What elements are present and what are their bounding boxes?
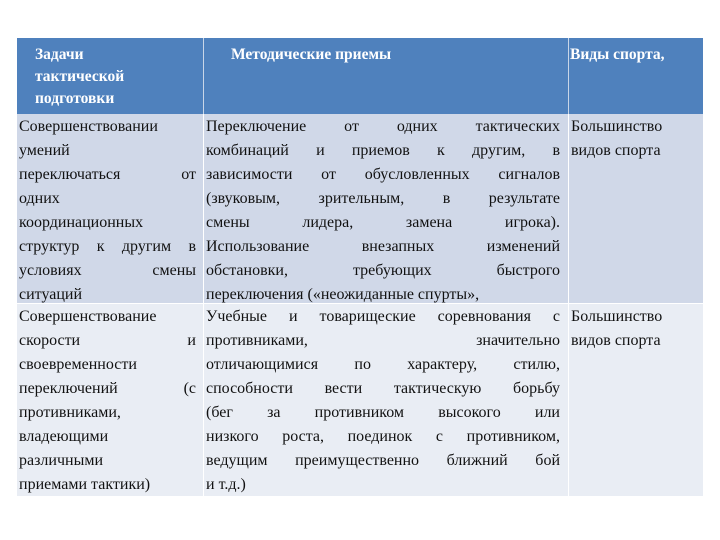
task-line: условиях смены [19,262,196,279]
sports-cell [571,304,701,496]
task-line: Совершенствование [19,308,157,325]
task-line: приемами тактики) [19,476,151,493]
table-row [17,304,703,496]
table-header [17,38,703,114]
column-divider [568,304,569,496]
methods-line: комбинаций и приемов к другим, в [206,142,560,159]
sports-line: видов спорта [571,142,661,159]
header-tasks-line: подготовки [35,90,115,107]
methods-line: зависимости от обусловленных сигналов [206,166,560,183]
methods-table [17,38,703,496]
table-row [17,114,703,304]
task-line: координационных [19,214,144,231]
task-line: своевременности [19,356,137,373]
header-tasks-line: тактической [35,68,125,85]
methods-line: низкого роста, поединок с противником, [206,428,560,445]
methods-line: (звуковым, зрительным, в результате [206,190,560,207]
sports-line: Большинство [571,308,663,325]
methods-line: противниками, значительно [206,332,560,349]
methods-line: Переключение от одних тактических [206,118,560,135]
methods-line: способности вести тактическую борьбу [206,380,560,397]
task-line: одних [19,190,60,207]
task-cell [19,114,196,304]
methods-line: и т.д.) [206,476,246,493]
task-line: переключений (с [19,380,196,397]
header-divider [568,38,569,114]
task-line: противниками, [19,404,121,421]
methods-line: обстановки, требующих быстрого [206,262,560,279]
task-line: владеющими [19,428,109,445]
task-line: различными [19,452,104,469]
column-divider [568,114,569,304]
task-line: переключаться от [19,166,196,183]
methods-line: Учебные и товарищеские соревнования с [206,308,560,325]
header-sports: Виды спорта, [570,46,665,63]
sports-line: Большинство [571,118,663,135]
task-line: ситуаций [19,286,83,303]
column-divider [203,304,204,496]
methods-line: отличающимися по характеру, стилю, [206,356,560,373]
task-cell [19,304,196,496]
methods-line: ведущим преимущественно ближний бой [206,452,560,469]
task-line: умений [19,142,70,159]
header-divider [203,38,204,114]
methods-line: Использование внезапных изменений [206,238,560,255]
sports-line: видов спорта [571,332,661,349]
methods-line: переключения («неожиданные спурты», [206,286,480,303]
methods-cell [206,304,560,496]
task-line: структур к другим в [19,238,196,255]
header-methods: Методические приемы [231,46,392,63]
sports-cell [571,114,701,304]
header-tasks [35,38,205,114]
methods-line: смены лидера, замена игрока). [206,214,560,231]
task-line: скорости и [19,332,196,349]
column-divider [203,114,204,304]
methods-line: (бег за противником высокого или [206,404,560,421]
task-line: Совершенствовании [19,118,158,135]
header-tasks-line: Задачи [35,46,84,63]
methods-cell [206,114,560,304]
